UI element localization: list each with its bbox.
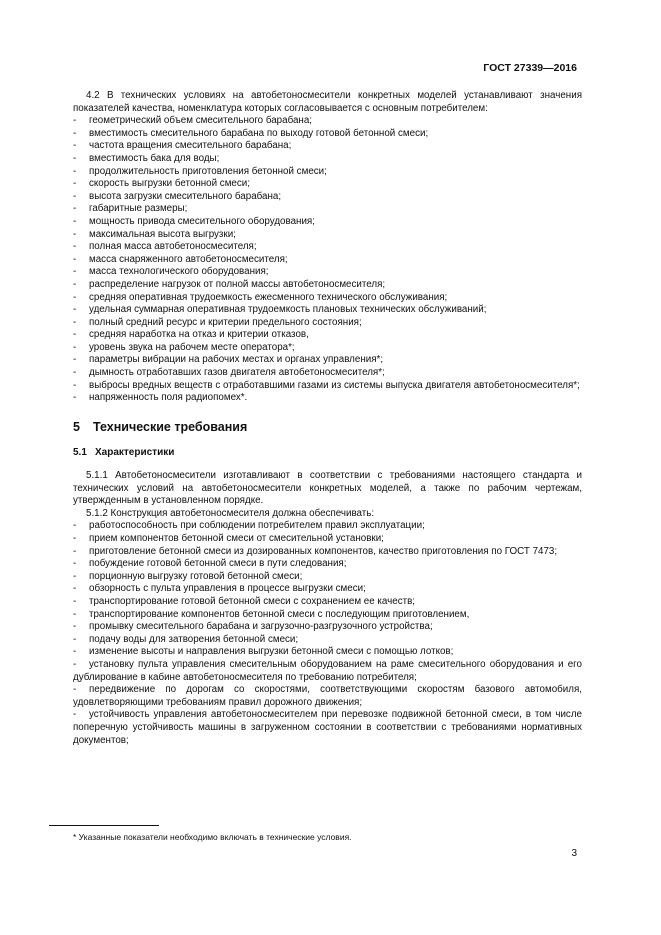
list-item-text: частота вращения смесительного барабана; — [89, 140, 292, 152]
list-item — [73, 254, 582, 267]
dash-marker: - — [73, 178, 77, 190]
list-item-text: параметры вибрации на рабочих местах и органах управления*; — [89, 354, 384, 366]
clause-5-1-2-list — [73, 520, 582, 747]
list-item — [73, 191, 582, 204]
list-item-text: побуждение готовой бетонной смеси в пути следования; — [89, 558, 347, 570]
list-item — [73, 659, 582, 684]
dash-marker: - — [73, 203, 77, 215]
list-item-text: подачу воды для затворения бетонной смеси; — [89, 633, 299, 645]
list-item — [73, 266, 582, 279]
dash-marker: - — [73, 684, 77, 696]
page-body — [73, 90, 582, 747]
clause-4-2-list — [73, 115, 582, 405]
list-item-text: мощность привода смесительного оборудования; — [89, 215, 315, 227]
dash-marker: - — [73, 520, 77, 532]
list-item — [73, 596, 582, 609]
list-item — [73, 241, 582, 254]
dash-marker: - — [73, 241, 77, 253]
dash-marker: - — [73, 278, 77, 290]
list-item-text: средняя наработка на отказ и критерии отказов, — [89, 329, 309, 341]
dash-marker: - — [73, 316, 77, 328]
list-item — [73, 178, 582, 191]
dash-marker: - — [73, 253, 77, 265]
list-item — [73, 558, 582, 571]
list-item — [73, 229, 582, 242]
list-item — [73, 304, 582, 317]
list-item-text: работоспособность при соблюдении потребителем правил эксплуатации; — [89, 520, 425, 532]
list-item — [73, 571, 582, 584]
dash-marker: - — [73, 608, 77, 620]
list-item-text: средняя оперативная трудоемкость ежесменного технического обслуживания; — [89, 291, 448, 303]
list-item-text: продолжительность приготовления бетонной смеси; — [89, 165, 327, 177]
list-item — [73, 380, 582, 393]
list-item-text: передвижение по дорогам со скоростями, соответствующими скоростям базового автомобиля, удовлетворяющими требованиям правил дорожного движения; — [73, 684, 582, 708]
subsection-heading — [73, 447, 582, 460]
list-item — [73, 115, 582, 128]
section-title: Технические требования — [93, 419, 248, 434]
list-item — [73, 292, 582, 305]
list-item — [73, 546, 582, 559]
dash-marker: - — [73, 140, 77, 152]
list-item — [73, 520, 582, 533]
dash-marker: - — [73, 595, 77, 607]
list-item — [73, 279, 582, 292]
dash-marker: - — [73, 329, 77, 341]
list-item — [73, 166, 582, 179]
footnote: * Указанные показатели необходимо включать в технические условия. — [73, 832, 352, 842]
section-heading — [73, 421, 582, 434]
list-item-text: дымность отработавших газов двигателя автобетоносмесителя*; — [89, 367, 385, 379]
list-item — [73, 533, 582, 546]
list-item — [73, 621, 582, 634]
clause-5-1-1: 5.1.1 Автобетоносмесители изготавливают в соответствии с требованиями настоящего стандарта и технических условий на автобетоносмесители конкретных моделей, а также по рабочим чертежам, утвержденным в установленном порядке. — [73, 470, 582, 507]
list-item — [73, 329, 582, 342]
list-item-text: приготовление бетонной смеси из дозированных компонентов, качество приготовления по ГОСТ 7473; — [89, 545, 558, 557]
list-item-text: удельная суммарная оперативная трудоемкость плановых технических обслуживаний; — [89, 304, 487, 316]
subsection-number: 5.1 — [73, 447, 87, 459]
list-item-text: масса снаряженного автобетоносмесителя; — [89, 253, 288, 265]
dash-marker: - — [73, 583, 77, 595]
list-item — [73, 317, 582, 330]
list-item — [73, 634, 582, 647]
dash-marker: - — [73, 291, 77, 303]
dash-marker: - — [73, 228, 77, 240]
dash-marker: - — [73, 127, 77, 139]
dash-marker: - — [73, 367, 77, 379]
dash-marker: - — [73, 115, 77, 127]
dash-marker: - — [73, 215, 77, 227]
dash-marker: - — [73, 152, 77, 164]
list-item-text: изменение высоты и направления выгрузки бетонной смеси с помощью лотков; — [89, 646, 454, 658]
list-item — [73, 354, 582, 367]
clause-4-2-intro: 4.2 В технических условиях на автобетоносмесители конкретных моделей устанавливают значения показателей качества, номенклатура которых согласовывается с основным потребителем: — [73, 90, 582, 114]
dash-marker: - — [73, 709, 77, 721]
list-item-text: порционную выгрузку готовой бетонной смеси; — [89, 570, 303, 582]
list-item-text: габаритные размеры; — [89, 203, 188, 215]
list-item-text: геометрический объем смесительного барабана; — [89, 115, 312, 127]
list-item-text: промывку смесительного барабана и загрузочно-разгрузочного устройства; — [89, 621, 433, 633]
list-item — [73, 392, 582, 405]
list-item — [73, 367, 582, 380]
list-item-text: скорость выгрузки бетонной смеси; — [89, 178, 250, 190]
list-item-text: прием компонентов бетонной смеси от смесительной установки; — [89, 533, 384, 544]
list-item — [73, 216, 582, 229]
dash-marker: - — [73, 165, 77, 177]
dash-marker: - — [73, 304, 77, 316]
footnote-divider — [49, 825, 159, 826]
dash-marker: - — [73, 379, 77, 391]
dash-marker: - — [73, 545, 77, 557]
dash-marker: - — [73, 621, 77, 633]
page-number: 3 — [571, 848, 577, 859]
list-item-text: вместимость бака для воды; — [89, 152, 220, 164]
dash-marker: - — [73, 190, 77, 202]
list-item — [73, 684, 582, 709]
list-item-text: вместимость смесительного барабана по выходу готовой бетонной смеси; — [89, 127, 429, 139]
document-code: ГОСТ 27339—2016 — [483, 62, 577, 74]
clause-5-1-2-intro: 5.1.2 Конструкция автобетоносмесителя должна обеспечивать: — [86, 507, 375, 519]
section-number: 5 — [73, 419, 80, 434]
list-item — [73, 646, 582, 659]
list-item-text: полный средний ресурс и критерии предельного состояния; — [89, 316, 362, 328]
dash-marker: - — [73, 266, 77, 278]
dash-marker: - — [73, 633, 77, 645]
dash-marker: - — [73, 646, 77, 658]
list-item-text: напряженность поля радиопомех*. — [89, 392, 248, 404]
list-item — [73, 609, 582, 622]
list-item-text: выбросы вредных веществ с отработавшими газами из системы выпуска двигателя автобетоносмесителя*; — [89, 379, 580, 391]
list-item — [73, 709, 582, 747]
list-item-text: максимальная высота выгрузки; — [89, 228, 236, 240]
list-item-text: полная масса автобетоносмесителя; — [89, 241, 257, 253]
list-item-text: транспортирование готовой бетонной смеси с сохранением ее качеств; — [89, 595, 416, 607]
list-item — [73, 203, 582, 216]
dash-marker: - — [73, 558, 77, 570]
dash-marker: - — [73, 354, 77, 366]
list-item-text: установку пульта управления смесительным оборудованием на раме смесительного оборудования и его дублирование в кабине автобетоносмесителя по требованию потребителя; — [73, 658, 582, 683]
dash-marker: - — [73, 392, 77, 404]
list-item-text: устойчивость управления автобетоносмесителем при перевозке подвижной бетонной смеси, в том числе поперечную устойчивость машины в загруженном состоянии в соответствии с требованиями нормативных документов; — [73, 709, 582, 746]
list-item-text: масса технологического оборудования; — [89, 266, 269, 278]
list-item-text: высота загрузки смесительного барабана; — [89, 190, 282, 202]
list-item — [73, 342, 582, 355]
dash-marker: - — [73, 658, 77, 670]
dash-marker: - — [73, 341, 77, 353]
list-item — [73, 140, 582, 153]
list-item — [73, 153, 582, 166]
dash-marker: - — [73, 570, 77, 582]
list-item — [73, 128, 582, 141]
list-item-text: уровень звука на рабочем месте оператора*; — [89, 341, 295, 353]
list-item — [73, 583, 582, 596]
subsection-title: Характеристики — [95, 447, 175, 459]
list-item-text: обзорность с пульта управления в процессе выгрузки смеси; — [89, 583, 366, 595]
list-item-text: распределение нагрузок от полной массы автобетоносмесителя; — [89, 278, 386, 290]
dash-marker: - — [73, 533, 77, 544]
list-item-text: транспортирование компонентов бетонной смеси с последующим приготовлением, — [89, 608, 470, 620]
